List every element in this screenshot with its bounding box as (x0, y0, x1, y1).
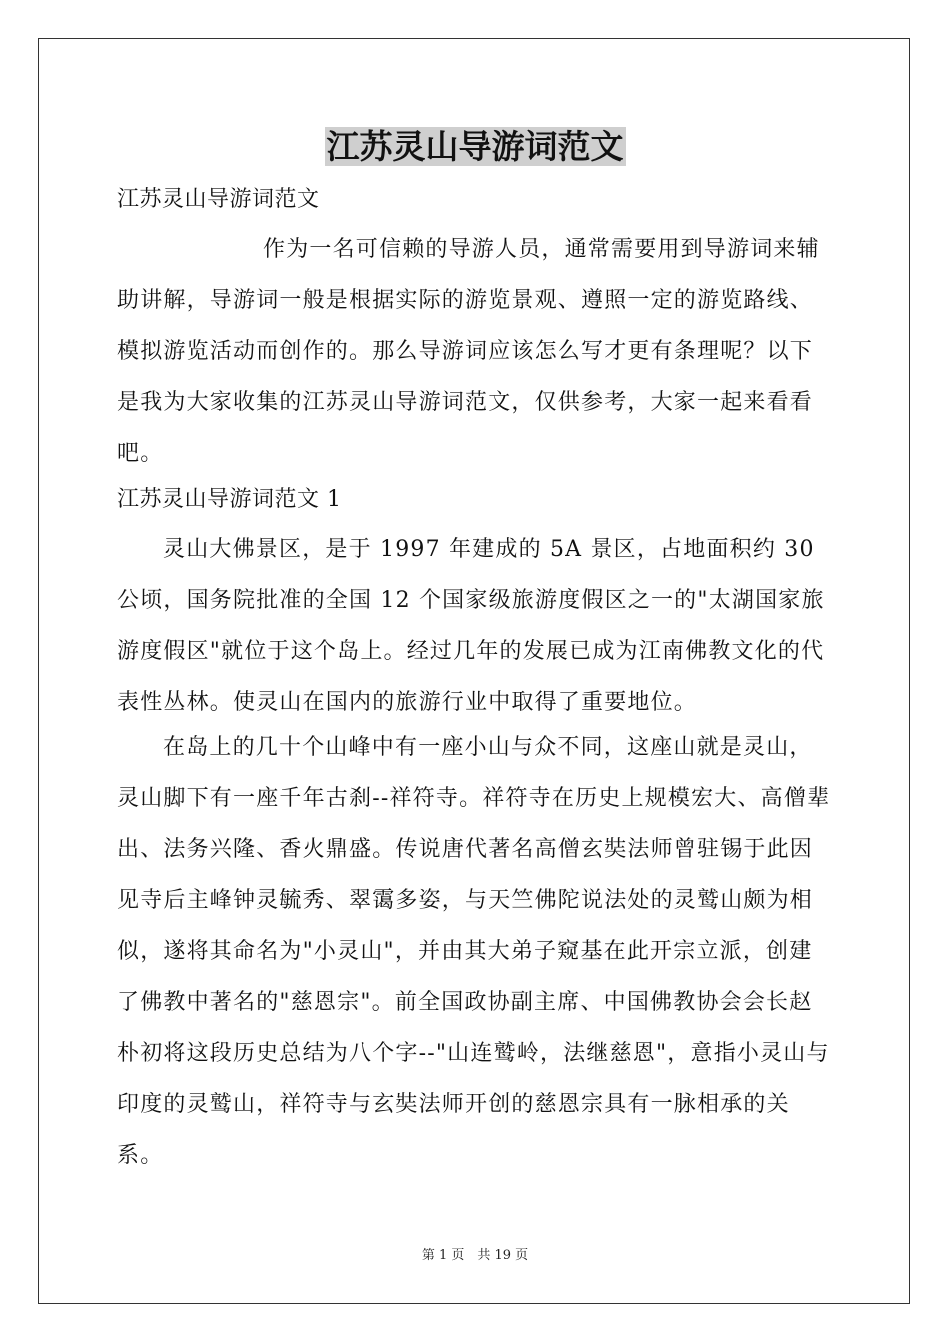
page-footer: 第 1 页 共 19 页 (421, 1248, 529, 1263)
document-subtitle: 江苏灵山导游词范文 (117, 187, 320, 212)
body-paragraph-1: 灵山大佛景区，是于 1997 年建成的 5A 景区，占地面积约 30 公顷，国务院批准的全国 12 个国家级旅游度假区之一的"太湖国家旅游度假区"就位于这个岛上。经过几年的发展已成为江南佛教文化的代表性丛林。使灵山在国内的旅游行业中取得了重要地位。 (117, 537, 825, 715)
body-paragraph-2: 在岛上的几十个山峰中有一座小山与众不同，这座山就是灵山，灵山脚下有一座千年古刹--祥符寺。祥符寺在历史上规模宏大、高僧辈出、法务兴隆、香火鼎盛。传说唐代著名高僧玄奘法师曾驻锡于此因见寺后主峰钟灵毓秀、翠霭多姿，与天竺佛陀说法处的灵鹫山颇为相似，遂将其命名为"小灵山"，并由其大弟子窥基在此开宗立派，创建了佛教中著名的"慈恩宗"。前全国政协副主席、中国佛教协会会长赵朴初将这段历史总结为八个字--"山连鹫岭，法继慈恩"，意指小灵山与印度的灵鹫山，祥符寺与玄奘法师开创的慈恩宗具有一脉相承的关系。 (117, 735, 831, 1168)
document-title (0, 122, 950, 172)
intro-paragraph: 作为一名可信赖的导游人员，通常需要用到导游词来辅助讲解，导游词一般是根据实际的游览景观、遵照一定的游览路线、模拟游览活动而创作的。那么导游词应该怎么写才更有条理呢？以下是我为大家收集的江苏灵山导游词范文，仅供参考，大家一起来看看吧。 (117, 237, 820, 466)
section-heading: 江苏灵山导游词范文 1 (117, 487, 342, 512)
document-title-text: 江苏灵山导游词范文 (326, 127, 624, 166)
